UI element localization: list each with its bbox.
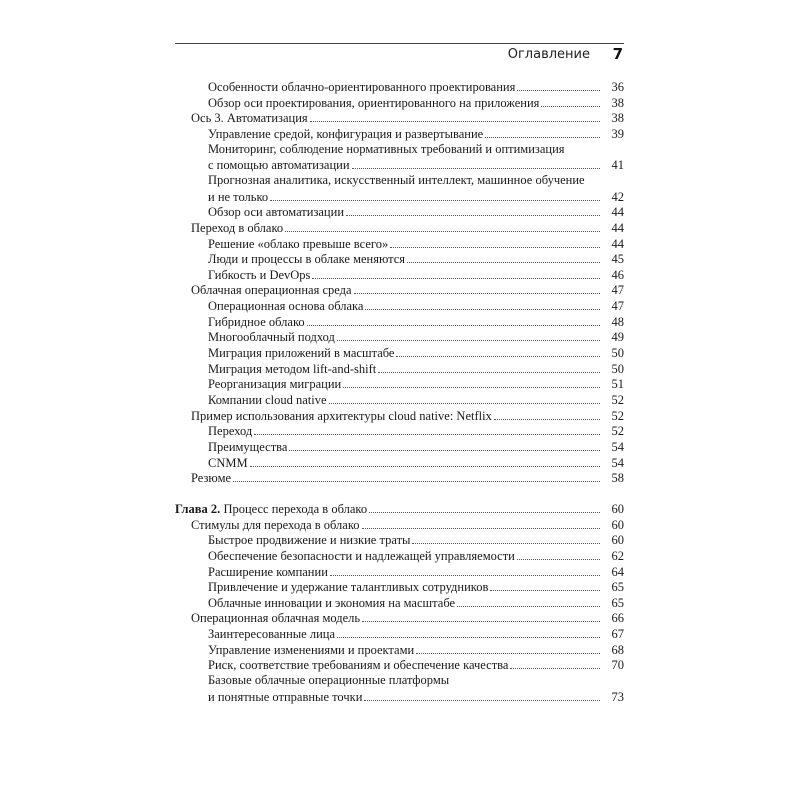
- dot-leader: [457, 606, 600, 607]
- toc-entry-title: Быстрое продвижение и низкие траты: [208, 533, 411, 548]
- toc-entry-title: Решение «облако превыше всего»: [208, 236, 389, 251]
- dot-leader: [354, 293, 600, 294]
- toc-page-number: 52: [611, 424, 624, 439]
- toc-entry-title: Расширение компании: [208, 564, 328, 579]
- toc-entry-title: и понятные отправные точки: [208, 689, 363, 704]
- toc-entry-title: Операционная облачная модель: [191, 611, 361, 626]
- toc-page-number: 67: [611, 627, 624, 642]
- toc-page-number: 48: [611, 314, 624, 329]
- toc-page-number: 60: [611, 533, 624, 548]
- dot-leader: [494, 419, 600, 420]
- toc-page-number: 42: [611, 189, 624, 204]
- dot-leader: [310, 121, 600, 122]
- dot-leader: [485, 137, 600, 138]
- toc-entry-line: Мониторинг, соблюдение нормативных требований и оптимизация: [208, 141, 565, 156]
- running-header-title: Оглавление: [507, 47, 590, 62]
- toc-page-number: 38: [611, 111, 624, 126]
- toc-entry-title: Ось 3. Автоматизация: [191, 111, 308, 126]
- toc-entry-title: Миграция приложений в масштабе: [208, 346, 395, 361]
- toc-entry-title: Переход в облако: [191, 220, 284, 235]
- dot-leader: [364, 700, 600, 701]
- toc-page-number: 44: [611, 220, 624, 235]
- dot-leader: [378, 372, 600, 373]
- toc-entry-title: Облачная операционная среда: [191, 283, 352, 298]
- dot-leader: [250, 466, 600, 467]
- toc-entry[interactable]: [0, 455, 624, 471]
- dot-leader: [337, 637, 600, 638]
- toc-page-number: 65: [611, 580, 624, 595]
- toc-entry-title: Особенности облачно-ориентированного проектирования: [208, 80, 516, 94]
- toc-page-number: 47: [611, 283, 624, 298]
- toc-page-number: 46: [611, 267, 624, 282]
- toc-entry-title: Обеспечение безопасности и надлежащей управляемости: [208, 548, 515, 563]
- dot-leader: [365, 309, 600, 310]
- dot-leader: [337, 340, 600, 341]
- toc-page-number: 66: [611, 611, 624, 626]
- toc-entry[interactable]: [0, 689, 624, 705]
- toc-entry[interactable]: [0, 610, 624, 626]
- toc-page-number: 73: [611, 689, 624, 704]
- toc-entry[interactable]: [0, 329, 624, 345]
- dot-leader: [346, 215, 600, 216]
- toc-entry-title: [175, 501, 367, 517]
- toc-entry[interactable]: [0, 532, 624, 548]
- dot-leader: [517, 90, 600, 91]
- dot-leader: [254, 434, 600, 435]
- dot-leader: [312, 278, 600, 279]
- toc-entry-title: Управление средой, конфигурация и развертывание: [208, 126, 484, 141]
- toc-entry[interactable]: [0, 595, 624, 611]
- dot-leader: [396, 356, 600, 357]
- toc-entry[interactable]: [0, 110, 624, 126]
- toc-page-number: 62: [611, 548, 624, 563]
- toc-page-number: 54: [611, 439, 624, 454]
- toc-entry-title: Обзор оси проектирования, ориентированного на приложения: [208, 95, 540, 110]
- toc-entry[interactable]: [0, 642, 624, 658]
- dot-leader: [329, 403, 600, 404]
- toc-entry-title: Реорганизация миграции: [208, 377, 342, 392]
- toc-entry[interactable]: [0, 423, 624, 439]
- toc-entry[interactable]: [0, 439, 624, 455]
- toc-entry-title: Облачные инновации и экономия на масштабе: [208, 595, 456, 610]
- toc-page-number: 44: [611, 236, 624, 251]
- toc-entry[interactable]: [0, 376, 624, 392]
- toc-entry[interactable]: [0, 626, 624, 642]
- dot-leader: [270, 200, 600, 201]
- toc-entry[interactable]: [0, 517, 624, 533]
- toc-page-number: 45: [611, 252, 624, 267]
- toc-entry-title: Пример использования архитектуры cloud native: Netflix: [191, 408, 492, 423]
- toc-page-number: 38: [611, 95, 624, 110]
- toc-entry-title: с помощью автоматизации: [208, 158, 350, 173]
- toc-entry[interactable]: [0, 251, 624, 267]
- toc-entry[interactable]: [0, 392, 624, 408]
- dot-leader: [407, 262, 600, 263]
- toc-entry[interactable]: [0, 298, 624, 314]
- chapter-title: Процесс перехода в облако: [220, 501, 368, 516]
- toc-entry[interactable]: [0, 126, 624, 142]
- toc-entry[interactable]: [0, 282, 624, 298]
- toc-entry-title: Операционная основа облака: [208, 299, 364, 314]
- toc-page-number: 60: [611, 517, 624, 532]
- chapter-label: Глава 2.: [175, 501, 221, 516]
- toc-page-number: 51: [611, 377, 624, 392]
- toc-page-number: 64: [611, 564, 624, 579]
- toc-page-number: 54: [611, 455, 624, 470]
- toc-entry[interactable]: [0, 345, 624, 361]
- toc-entry[interactable]: [0, 236, 624, 252]
- toc-entry-title: Управление изменениями и проектами: [208, 642, 415, 657]
- toc-page-number: 36: [611, 80, 624, 94]
- dot-leader: [343, 387, 600, 388]
- toc-page-number: 60: [611, 501, 624, 516]
- toc-entry[interactable]: [0, 361, 624, 377]
- dot-leader: [390, 247, 600, 248]
- toc-page-number: 50: [611, 361, 624, 376]
- dot-leader: [541, 106, 600, 107]
- dot-leader: [289, 450, 600, 451]
- toc-page-number: 47: [611, 299, 624, 314]
- toc-entry-title: Переход: [208, 424, 253, 439]
- toc-entry[interactable]: [0, 267, 624, 283]
- dot-leader: [285, 231, 600, 232]
- toc-entry[interactable]: [0, 408, 624, 424]
- dot-leader: [330, 575, 600, 576]
- toc-entry[interactable]: [0, 501, 624, 517]
- toc-page-number: 52: [611, 393, 624, 407]
- dot-leader: [490, 590, 600, 591]
- toc-entry[interactable]: [0, 548, 624, 564]
- dot-leader: [362, 528, 600, 529]
- toc-page-number: 41: [611, 158, 624, 173]
- toc-page-number: 49: [611, 330, 624, 345]
- toc-entry-title: CNMM: [208, 455, 248, 470]
- dot-leader: [517, 559, 600, 560]
- toc-entry-title: Обзор оси автоматизации: [208, 205, 345, 220]
- toc-entry[interactable]: [0, 189, 624, 205]
- dot-leader: [307, 325, 600, 326]
- dot-leader: [369, 512, 600, 513]
- toc-page-number: 70: [611, 658, 624, 673]
- dot-leader: [233, 481, 600, 482]
- toc-entry[interactable]: [0, 204, 624, 220]
- toc-entry[interactable]: [0, 220, 624, 236]
- toc-entry[interactable]: [0, 657, 624, 673]
- toc-entry[interactable]: [0, 157, 624, 173]
- toc-entry-title: Компании cloud native: [208, 393, 327, 407]
- toc-entry-title: Риск, соответствие требованиям и обеспечение качества: [208, 658, 509, 673]
- toc-page-number: 58: [611, 471, 624, 486]
- toc-entry[interactable]: [0, 79, 624, 95]
- toc-entry[interactable]: [0, 95, 624, 111]
- toc-entry-title: Стимулы для перехода в облако: [191, 517, 360, 532]
- page-number: 7: [612, 45, 623, 63]
- toc-entry-title: Гибкость и DevOps: [208, 267, 311, 282]
- toc-entry-title: и не только: [208, 189, 269, 204]
- toc-page-number: 50: [611, 346, 624, 361]
- dot-leader: [352, 168, 600, 169]
- toc-entry-title: Резюме: [191, 471, 232, 486]
- toc-entry[interactable]: [0, 579, 624, 595]
- toc-page-number: 52: [611, 408, 624, 423]
- toc-entry[interactable]: [0, 470, 624, 486]
- toc-entry-title: Многооблачный подход: [208, 330, 335, 345]
- toc-page-number: 68: [611, 642, 624, 657]
- toc-entry-line: Прогнозная аналитика, искусственный интеллект, машинное обучение: [208, 172, 585, 187]
- toc-page-number: 44: [611, 205, 624, 220]
- toc-entry-title: Люди и процессы в облаке меняются: [208, 252, 406, 267]
- toc-entry-title: Миграция методом lift-and-shift: [208, 361, 377, 376]
- toc-entry[interactable]: [0, 314, 624, 330]
- toc-page-number: 65: [611, 595, 624, 610]
- toc-entry-title: Заинтересованные лица: [208, 627, 336, 642]
- dot-leader: [362, 621, 600, 622]
- dot-leader: [510, 668, 600, 669]
- dot-leader: [416, 653, 600, 654]
- toc-entry-line: Базовые облачные операционные платформы: [208, 673, 450, 688]
- toc-entry-title: Привлечение и удержание талантливых сотрудников: [208, 580, 489, 595]
- toc-entry-title: Преимущества: [208, 439, 288, 454]
- toc-entry[interactable]: [0, 564, 624, 580]
- toc-entry-title: Гибридное облако: [208, 314, 305, 329]
- toc-page-number: 39: [611, 126, 624, 141]
- dot-leader: [412, 543, 600, 544]
